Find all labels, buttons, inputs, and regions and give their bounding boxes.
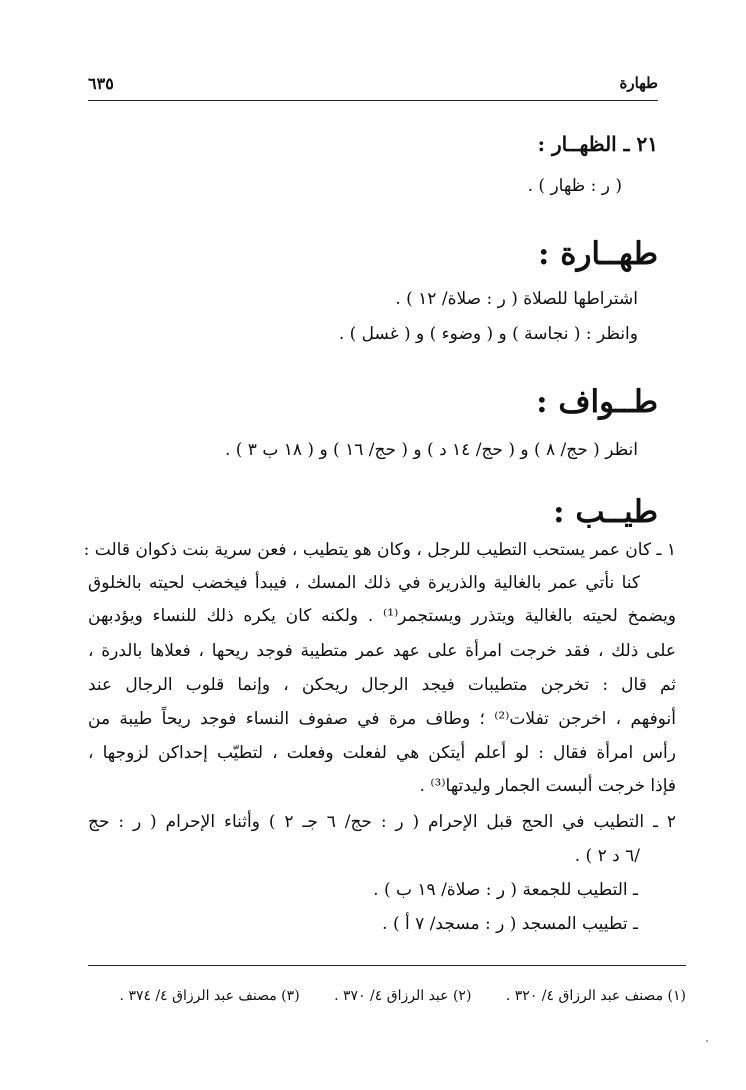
tahara-line-1: اشتراطها للصلاة ( ر : صلاة/ ١٢ ) .	[395, 289, 638, 309]
tib-p2-line-2: /٦ د ٢ ) .	[574, 846, 640, 866]
footnote-2: (٢) عبد الرزاق ٤/ ٣٧٠ .	[334, 988, 472, 1004]
tib-p1-line-5: ثم قال : تخرجن متطيبات فيجد الرجال ريحكن ، وإنما قلوب الرجال عند	[88, 675, 676, 695]
tib-p1-line-2: كنا نأتي عمر بالغالية والذريرة في ذلك المسك ، فيبدأ فيخضب لحيته بالخلوق	[88, 573, 640, 593]
tib-p1-line-3: ويضمخ لحيته بالغالية ويتذرر ويستجمر⁽¹⁾ . ولكنه كان يكره ذلك للنساء ويؤدبهن	[88, 606, 677, 626]
running-head	[88, 74, 658, 96]
footnote-3: (٣) مصنف عبد الرزاق ٤/ ٣٧٤ .	[119, 988, 300, 1004]
footnote-divider	[88, 965, 686, 966]
tawaf-heading: طــواف :	[536, 384, 658, 420]
tib-p1-line-7: رأس امرأة فقال : لو أعلم أيتكن هي لفعلت وفعلت ، لتطيّب إحداكن لزوجها ،	[88, 743, 676, 763]
header-divider	[88, 100, 658, 101]
tawaf-line-1: انظر ( حج/ ٨ ) و ( حج/ ١٤ د ) و ( حج/ ١٦ ) و ( ١٨ ب ٣ ) .	[224, 440, 638, 460]
tib-p1-line-1: ١ ـ كان عمر يستحب التطيب للرجل ، وكان هو يتطيب ، فعن سرية بنت ذكوان قالت :	[83, 540, 676, 560]
tib-sub-item-1: ـ التطيب للجمعة ( ر : صلاة/ ١٩ ب ) .	[373, 880, 638, 900]
tahara-heading: طهــارة :	[537, 236, 658, 272]
print-speck	[706, 1040, 708, 1042]
tib-p1-line-8: فإذا خرجت ألبست الجمار وليدتها⁽³⁾ .	[419, 776, 676, 796]
tib-sub-item-2: ـ تطييب المسجد ( ر : مسجد/ ٧ أ ) .	[382, 914, 638, 934]
zihar-heading: ٢١ ـ الظهــار :	[537, 132, 658, 156]
footnotes	[88, 988, 686, 1004]
page-number: ٦٣٥	[88, 74, 114, 93]
tib-p2-line-1: ٢ ـ التطيب في الحج قبل الإحرام ( ر : حج/ ٦ جـ ٢ ) وأثناء الإحرام ( ر : حج	[88, 812, 676, 832]
running-head-title: طهارة	[619, 74, 658, 92]
tib-p1-line-6: أنوفهم ، اخرجن تفلات⁽²⁾ ؛ وطاف مرة في صفوف النساء فوجد ريحاً طيبة من	[88, 709, 676, 729]
tib-heading: طيــب :	[553, 494, 658, 530]
footnote-1: (١) مصنف عبد الرزاق ٤/ ٣٢٠ .	[505, 988, 686, 1004]
zihar-reference: ( ر : ظهار ) .	[527, 176, 622, 196]
tahara-line-2: وانظر : ( نجاسة ) و ( وضوء ) و ( غسل ) .	[338, 324, 638, 344]
tib-p1-line-4: على ذلك ، فقد خرجت امرأة على عهد عمر متطيبة فوجد ريحها ، فعلاها بالدرة ،	[88, 641, 676, 661]
